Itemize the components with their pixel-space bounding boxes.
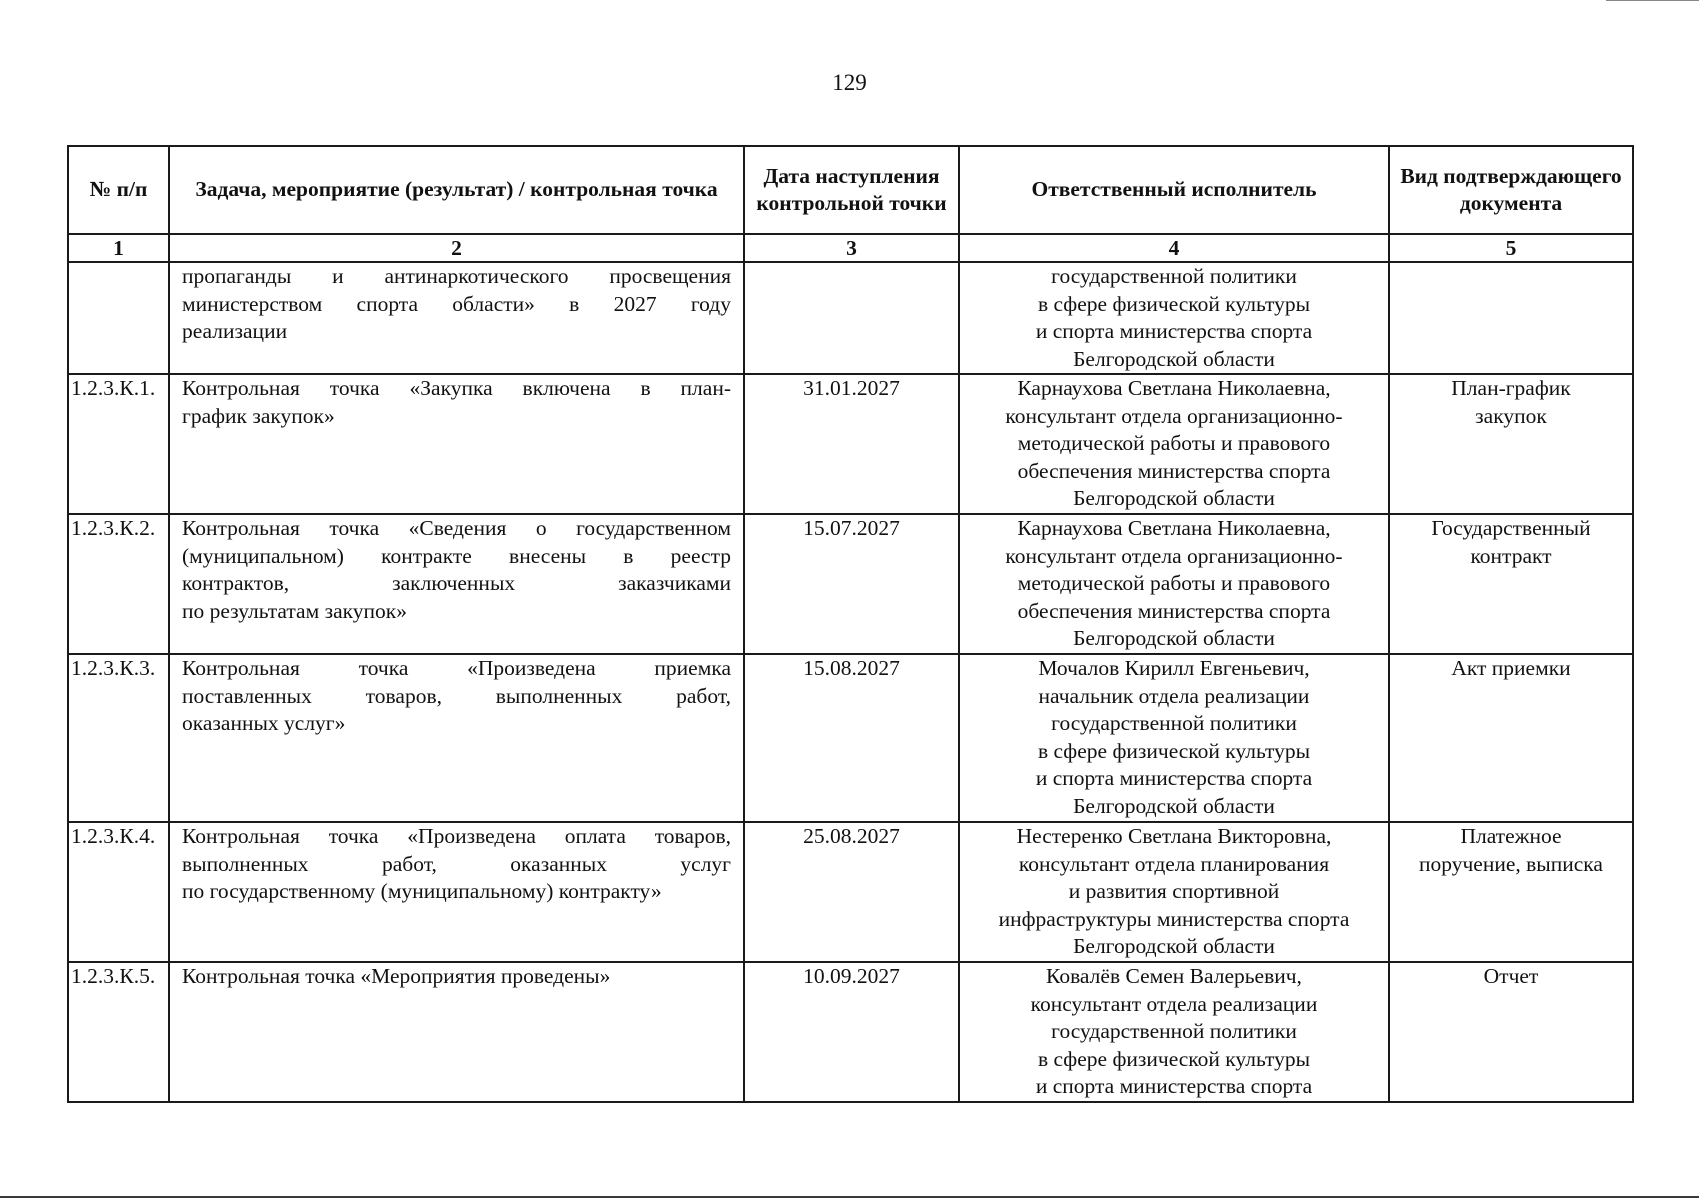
table-row: [68, 514, 1633, 654]
cell-document: [1389, 374, 1633, 514]
task-text-line: контрактов, заключенных заказчиками: [182, 571, 731, 595]
cell-responsible: [959, 822, 1389, 962]
task-text-line: по результатам закупок»: [182, 598, 407, 623]
task-text-line: Контрольная точка «Закупка включена в план-: [182, 376, 731, 400]
cell-number: 1.2.3.К.4.: [68, 822, 169, 962]
cell-number: 1.2.3.К.2.: [68, 514, 169, 654]
responsible-text-line: обеспечения министерства спорта: [1017, 458, 1331, 483]
responsible-text-line: Ковалёв Семен Валерьевич,: [1046, 964, 1302, 988]
task-text-line: Контрольная точка «Мероприятия проведены»: [182, 964, 611, 988]
column-number: 2: [169, 234, 744, 262]
responsible-text-line: Белгородской области: [1073, 934, 1275, 958]
responsible-text-line: в сфере физической культуры: [1037, 738, 1311, 763]
responsible-text-line: консультант отдела организационно-: [1005, 543, 1343, 568]
document-text-line: План-график: [1451, 376, 1571, 400]
cell-task: [169, 962, 744, 1102]
cell-date: 10.09.2027: [744, 962, 959, 1102]
cell-responsible: [959, 262, 1389, 374]
task-text-line: Контрольная точка «Произведена приемка: [182, 656, 731, 680]
header-date: Дата наступления контрольной точки: [744, 146, 959, 234]
responsible-text-line: в сфере физической культуры: [1037, 291, 1311, 316]
table-row: [68, 822, 1633, 962]
header-number: № п/п: [68, 146, 169, 234]
cell-task: [169, 514, 744, 654]
scan-edge-mark: [1606, 0, 1699, 1]
cell-document: [1389, 822, 1633, 962]
header-document: Вид подтверждающего документа: [1389, 146, 1633, 234]
responsible-text-line: Белгородской области: [1073, 486, 1275, 510]
cell-date: 25.08.2027: [744, 822, 959, 962]
document-text-line: Платежное: [1460, 824, 1562, 848]
header-task: Задача, мероприятие (результат) / контрольная точка: [169, 146, 744, 234]
responsible-text-line: консультант отдела реализации: [1030, 991, 1318, 1016]
table-row: [68, 962, 1633, 1102]
responsible-text-line: инфраструктуры министерства спорта: [998, 906, 1350, 931]
responsible-text-line: и развития спортивной: [1068, 879, 1280, 903]
task-text-line: Контрольная точка «Сведения о государственном: [182, 516, 731, 540]
cell-responsible: [959, 654, 1389, 822]
responsible-text-line: Нестеренко Светлана Викторовна,: [1016, 824, 1332, 848]
table-row: [68, 654, 1633, 822]
responsible-text-line: государственной политики: [1051, 711, 1297, 735]
responsible-text-line: и спорта министерства спорта: [1035, 766, 1313, 790]
cell-task: [169, 262, 744, 374]
column-number: 5: [1389, 234, 1633, 262]
document-text-line: закупок: [1475, 403, 1547, 428]
task-text-line: выполненных работ, оказанных услуг: [182, 851, 731, 876]
cell-number: 1.2.3.К.5.: [68, 962, 169, 1102]
responsible-text-line: Карнаухова Светлана Николаевна,: [1017, 516, 1331, 540]
cell-date: [744, 262, 959, 374]
cell-task: [169, 822, 744, 962]
task-text-line: Контрольная точка «Произведена оплата товаров,: [182, 824, 731, 848]
task-text-line: пропаганды и антинаркотического просвещения: [182, 264, 731, 288]
task-text-line: реализации: [182, 319, 288, 343]
scan-bottom-edge: [0, 1196, 1699, 1198]
cell-responsible: [959, 374, 1389, 514]
task-text-line: по государственному (муниципальному) контракту»: [182, 879, 662, 903]
responsible-text-line: в сфере физической культуры: [1037, 1046, 1311, 1071]
task-text-line: поставленных товаров, выполненных работ,: [182, 683, 731, 708]
cell-number: 1.2.3.К.3.: [68, 654, 169, 822]
document-text-line: Отчет: [1483, 964, 1539, 988]
cell-document: [1389, 962, 1633, 1102]
column-number: 3: [744, 234, 959, 262]
responsible-text-line: методической работы и правового: [1017, 431, 1331, 455]
responsible-text-line: консультант отдела организационно-: [1005, 403, 1343, 428]
task-text-line: график закупок»: [182, 403, 335, 428]
table-header-row: [68, 146, 1633, 234]
cell-date: 15.08.2027: [744, 654, 959, 822]
table-row: [68, 262, 1633, 374]
cell-responsible: [959, 962, 1389, 1102]
responsible-text-line: обеспечения министерства спорта: [1017, 598, 1331, 623]
page-number: 129: [832, 70, 867, 95]
cell-document: [1389, 262, 1633, 374]
responsible-text-line: Белгородской области: [1073, 793, 1275, 818]
cell-number: [68, 262, 169, 374]
responsible-text-line: государственной политики: [1051, 1019, 1297, 1043]
task-text-line: оказанных услуг»: [182, 711, 346, 735]
document-text-line: Акт приемки: [1451, 656, 1571, 680]
responsible-text-line: консультант отдела планирования: [1018, 851, 1330, 876]
task-text-line: министерством спорта области» в 2027 году: [182, 291, 731, 316]
responsible-text-line: методической работы и правового: [1017, 571, 1331, 595]
column-number-row: [68, 234, 1633, 262]
document-text-line: Государственный: [1431, 516, 1591, 540]
cell-document: [1389, 654, 1633, 822]
responsible-text-line: Мочалов Кирилл Евгеньевич,: [1038, 656, 1310, 680]
cell-responsible: [959, 514, 1389, 654]
table-row: [68, 374, 1633, 514]
control-points-table: [67, 145, 1634, 1103]
document-text-line: поручение, выписка: [1419, 851, 1603, 876]
responsible-text-line: Карнаухова Светлана Николаевна,: [1017, 376, 1331, 400]
cell-task: [169, 374, 744, 514]
cell-task: [169, 654, 744, 822]
responsible-text-line: Белгородской области: [1073, 626, 1275, 650]
responsible-text-line: и спорта министерства спорта: [1035, 1074, 1313, 1098]
responsible-text-line: Белгородской области: [1073, 346, 1275, 371]
responsible-text-line: начальник отдела реализации: [1038, 683, 1310, 708]
cell-number: 1.2.3.К.1.: [68, 374, 169, 514]
cell-document: [1389, 514, 1633, 654]
column-number: 4: [959, 234, 1389, 262]
document-text-line: контракт: [1470, 543, 1552, 568]
responsible-text-line: государственной политики: [1051, 264, 1297, 288]
cell-date: 15.07.2027: [744, 514, 959, 654]
table-body: [68, 262, 1633, 1102]
task-text-line: (муниципальном) контракте внесены в реестр: [182, 543, 731, 568]
responsible-text-line: и спорта министерства спорта: [1035, 319, 1313, 343]
header-responsible: Ответственный исполнитель: [959, 146, 1389, 234]
cell-date: 31.01.2027: [744, 374, 959, 514]
column-number: 1: [68, 234, 169, 262]
